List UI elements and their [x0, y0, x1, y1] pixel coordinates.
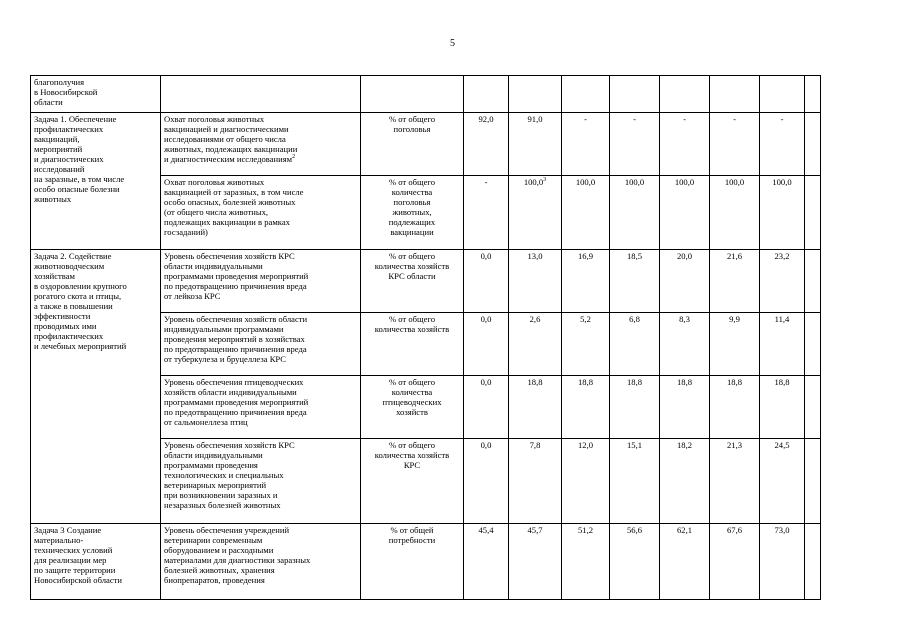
indicator-cell: Уровень обеспечения учреждений ветеринарии современным оборудованием и расходными материалами для диагностики заразных болезней животных, хранения биопрепаратов, проведения	[161, 524, 361, 600]
value-cell: 51,2	[562, 524, 610, 600]
value-cell: 2,6	[509, 313, 562, 376]
value-cell: 9,9	[710, 313, 760, 376]
value-cell	[562, 76, 610, 113]
value-cell: 18,8	[509, 376, 562, 439]
value-cell	[660, 76, 710, 113]
page-number: 5	[450, 38, 455, 49]
value-cell: 0,0	[464, 313, 509, 376]
task-cell: Задача 1. Обеспечение профилактических вакцинаций, мероприятий и диагностических исследований на заразные, в том числе особо опасные болезни животных	[31, 113, 161, 250]
value-cell	[710, 76, 760, 113]
value-text: 100,0	[523, 177, 544, 187]
value-cell: 18,8	[562, 376, 610, 439]
indicator-cell: Уровень обеспечения хозяйств КРС области индивидуальными программами проведения мероприятий по предотвращению причинения вреда от лейкоза КРС	[161, 250, 361, 313]
indicators-table	[30, 75, 821, 600]
empty-cell	[805, 524, 821, 600]
value-cell: 20,0	[660, 250, 710, 313]
value-cell: 45,7	[509, 524, 562, 600]
empty-cell	[805, 113, 821, 176]
empty-cell	[805, 250, 821, 313]
unit-cell: % от общей потребности	[361, 524, 464, 600]
value-cell: 0,0	[464, 439, 509, 524]
value-cell: 100,0	[610, 176, 660, 250]
value-cell: 5,2	[562, 313, 610, 376]
value-cell: 15,1	[610, 439, 660, 524]
empty-cell	[805, 313, 821, 376]
value-cell: 73,0	[760, 524, 805, 600]
value-cell: -	[760, 113, 805, 176]
value-cell: -	[562, 113, 610, 176]
indicator-cell: Уровень обеспечения птицеводческих хозяйств области индивидуальными программами проведения мероприятий по предотвращению причинения вреда от сальмонеллеза птиц	[161, 376, 361, 439]
value-cell: 21,3	[710, 439, 760, 524]
value-cell: 18,8	[760, 376, 805, 439]
value-cell: 8,3	[660, 313, 710, 376]
value-cell: 100,0	[660, 176, 710, 250]
empty-cell	[805, 439, 821, 524]
unit-cell	[361, 76, 464, 113]
value-cell: 100,0	[760, 176, 805, 250]
unit-cell: % от общего количества птицеводческих хозяйств	[361, 376, 464, 439]
task-cell: благополучия в Новосибирской области	[31, 76, 161, 113]
unit-cell: % от общего количества хозяйств	[361, 313, 464, 376]
value-cell: 16,9	[562, 250, 610, 313]
value-cell: 45,4	[464, 524, 509, 600]
value-cell: -	[710, 113, 760, 176]
unit-cell: % от общего поголовья	[361, 113, 464, 176]
table-row	[31, 76, 821, 113]
value-cell: 11,4	[760, 313, 805, 376]
value-cell: 24,5	[760, 439, 805, 524]
footnote-mark: 2	[292, 154, 296, 161]
indicator-cell	[161, 76, 361, 113]
indicator-cell: Уровень обеспечения хозяйств КРС области индивидуальными программами проведения технологических и специальных ветеринарных мероприятий при возникновении заразных и незаразных болезней животных	[161, 439, 361, 524]
value-cell	[610, 76, 660, 113]
value-cell: 18,2	[660, 439, 710, 524]
indicator-cell	[161, 113, 361, 176]
value-cell: 100,0	[562, 176, 610, 250]
value-cell: 23,2	[760, 250, 805, 313]
empty-cell	[805, 76, 821, 113]
value-cell: 0,0	[464, 376, 509, 439]
value-cell: 13,0	[509, 250, 562, 313]
value-cell: 0,0	[464, 250, 509, 313]
unit-cell: % от общего количества поголовья животных, подлежащих вакцинации	[361, 176, 464, 250]
unit-cell: % от общего количества хозяйств КРС области	[361, 250, 464, 313]
value-cell: 91,0	[509, 113, 562, 176]
value-cell: 6,8	[610, 313, 660, 376]
task-cell: Задача 2. Содействие животноводческим хозяйствам в оздоровлении крупного рогатого скота и птицы, а также в повышении эффективности проводимых ими профилактических и лечебных мероприятий	[31, 250, 161, 524]
empty-cell	[805, 176, 821, 250]
indicator-cell: Охват поголовья животных вакцинацией от заразных, в том числе особо опасных, болезней животных (от общего числа животных, подлежащих вакцинации в рамках госзаданий)	[161, 176, 361, 250]
value-cell	[509, 176, 562, 250]
unit-cell: % от общего количества хозяйств КРС	[361, 439, 464, 524]
footnote-mark: 3	[543, 177, 547, 184]
table-row	[31, 113, 821, 176]
task-cell: Задача 3 Создание материально- технических условий для реализации мер по защите территории Новосибирской области	[31, 524, 161, 600]
value-cell: 7,8	[509, 439, 562, 524]
value-cell: 56,6	[610, 524, 660, 600]
empty-cell	[805, 376, 821, 439]
value-cell: 12,0	[562, 439, 610, 524]
value-cell: -	[464, 176, 509, 250]
value-cell: 100,0	[710, 176, 760, 250]
table-row	[31, 524, 821, 600]
value-cell	[464, 76, 509, 113]
value-cell: 18,8	[710, 376, 760, 439]
value-cell: 18,8	[610, 376, 660, 439]
value-cell: -	[610, 113, 660, 176]
indicator-cell: Уровень обеспечения хозяйств области индивидуальными программами проведения мероприятий в хозяйствах по предотвращению причинения вреда от туберкулеза и бруцеллеза КРС	[161, 313, 361, 376]
value-cell: 21,6	[710, 250, 760, 313]
value-cell: 67,6	[710, 524, 760, 600]
indicator-text: Охват поголовья животных вакцинацией и диагностическими исследованиями от общего числа животных, подлежащих вакцинации и диагностическим исследованиям	[164, 114, 298, 164]
value-cell	[760, 76, 805, 113]
table-row	[31, 250, 821, 313]
value-cell: -	[660, 113, 710, 176]
value-cell: 18,5	[610, 250, 660, 313]
value-cell	[509, 76, 562, 113]
value-cell: 92,0	[464, 113, 509, 176]
value-cell: 62,1	[660, 524, 710, 600]
value-cell: 18,8	[660, 376, 710, 439]
